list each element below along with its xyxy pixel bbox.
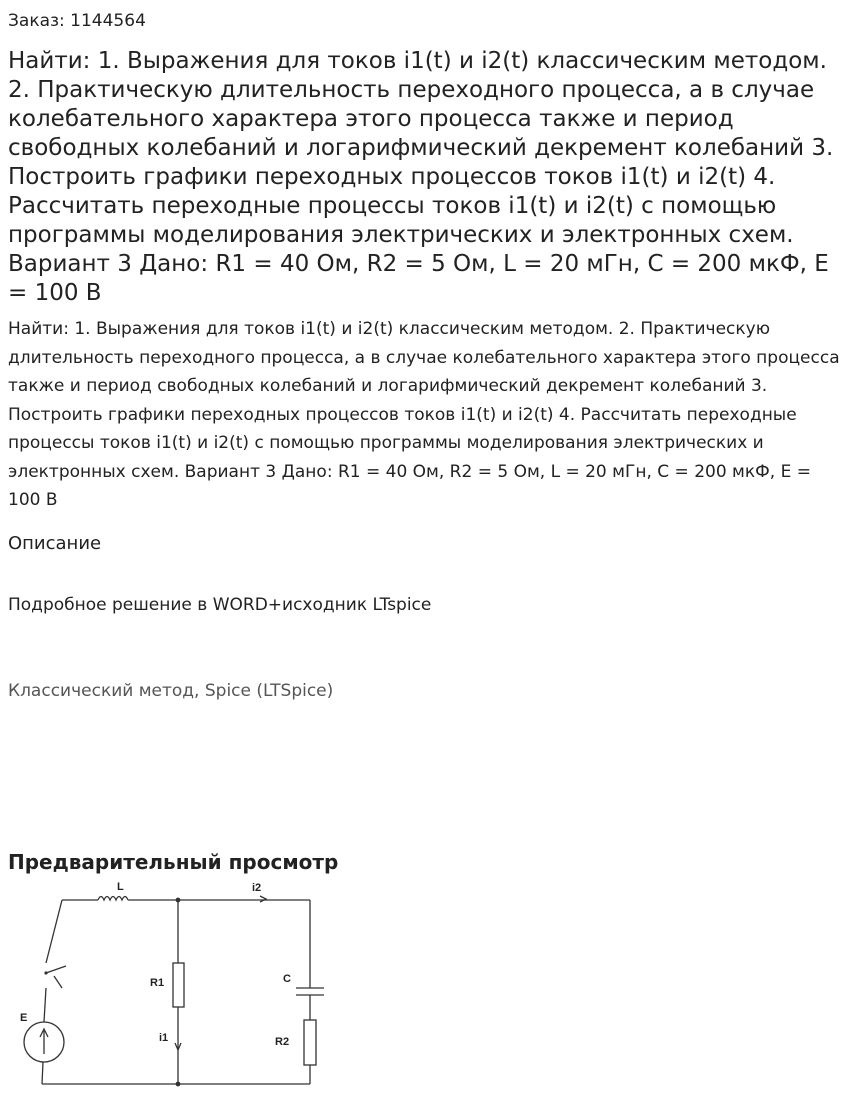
resistor1-label: R1 [150, 977, 165, 989]
order-number: Заказ: 1144564 [8, 11, 146, 31]
current1-label: i1 [159, 1032, 169, 1044]
source-label: E [20, 1012, 28, 1024]
capacitor-label: C [283, 973, 291, 985]
resistor2-label: R2 [275, 1036, 290, 1048]
preview-heading: Предварительный просмотр [8, 850, 339, 874]
task-summary: Найти: 1. Выражения для токов i1(t) и i2(t) классическим методом. 2. Практическую длительность переходного процесса, а в случае колебательного характера этого процесса также и период свободных колебаний и логарифмический декремент колебаний 3. Построить графики переходных процессов токов i1(t) и i2(t) 4. Рассчитать переходные процессы токов i1(t) и i2(t) с помощью программы моделирования электрических и электронных схем. Вариант 3 Дано: R1 = 40 Ом, R2 = 5 Ом, L = 20 мГн, C = 200 мкФ, E = 100 В [8, 319, 840, 510]
tags-line: Классический метод, Spice (LTSpice) [8, 681, 334, 701]
current2-label: i2 [252, 882, 262, 894]
description-heading: Описание [8, 533, 102, 554]
description-text: Подробное решение в WORD+исходник LTspice [8, 595, 432, 615]
circuit-schematic [16, 878, 336, 1094]
page-title: Найти: 1. Выражения для токов i1(t) и i2(t) классическим методом. 2. Практическую длительность переходного процесса, а в случае колебательного характера этого процесса также и период свободных колебаний и логарифмический декремент колебаний 3. Построить графики переходных процессов токов i1(t) и i2(t) 4. Рассчитать переходные процессы токов i1(t) и i2(t) с помощью программы моделирования электрических и электронных схем. Вариант 3 Дано: R1 = 40 Ом, R2 = 5 Ом, L = 20 мГн, C = 200 мкФ, E = 100 В [8, 48, 834, 306]
inductor-label: L [117, 881, 124, 893]
